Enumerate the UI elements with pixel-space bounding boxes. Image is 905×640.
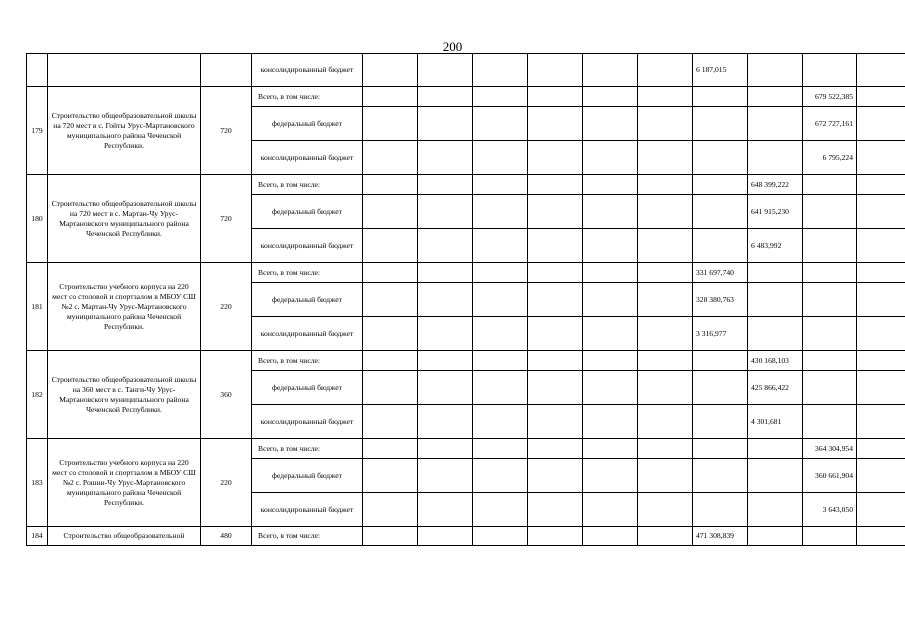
empty-cell: [857, 283, 905, 317]
budget-kind-cell: федеральный бюджет: [252, 283, 363, 317]
empty-cell: [418, 107, 473, 141]
amount-cell: 360 661,904: [803, 459, 857, 493]
empty-cell: [803, 263, 857, 283]
empty-cell: [363, 405, 418, 439]
empty-cell: [638, 459, 693, 493]
empty-cell: [473, 229, 528, 263]
project-title: Строительство учебного корпуса на 220 мест со столовой и спортзалом в МБОУ СШ №2 с. Рошни-Чу Урус-Мартановского муниципального района Чеченской Республики.: [48, 439, 201, 527]
budget-kind-cell: консолидированный бюджет: [252, 317, 363, 351]
empty-cell: [473, 405, 528, 439]
empty-cell: [748, 493, 803, 527]
empty-cell: [803, 175, 857, 195]
empty-cell: [803, 371, 857, 405]
empty-cell: [748, 317, 803, 351]
empty-cell: [638, 439, 693, 459]
empty-cell: [418, 283, 473, 317]
amount-cell: 3 316,977: [693, 317, 748, 351]
empty-cell: [528, 141, 583, 175]
empty-cell: [857, 317, 905, 351]
table-body: [27, 54, 905, 546]
empty-cell: [748, 141, 803, 175]
budget-kind-cell: федеральный бюджет: [252, 459, 363, 493]
empty-cell: [528, 317, 583, 351]
empty-cell: [803, 195, 857, 229]
empty-cell: [583, 317, 638, 351]
empty-cell: [857, 493, 905, 527]
budget-kind-cell: Всего, в том числе:: [252, 87, 363, 107]
empty-cell: [473, 283, 528, 317]
empty-cell: [638, 175, 693, 195]
empty-cell: [638, 87, 693, 107]
row-number: 182: [27, 351, 48, 439]
empty-cell: [583, 141, 638, 175]
empty-cell: [473, 54, 528, 87]
project-title: Строительство общеобразовательной: [48, 527, 201, 546]
empty-cell: [857, 195, 905, 229]
amount-cell: 679 522,385: [803, 87, 857, 107]
empty-cell: [473, 107, 528, 141]
empty-cell: [857, 405, 905, 439]
empty-cell: [528, 175, 583, 195]
empty-cell: [363, 263, 418, 283]
empty-cell: [528, 459, 583, 493]
empty-cell: [693, 439, 748, 459]
row-number: 183: [27, 439, 48, 527]
empty-cell: [363, 351, 418, 371]
amount-cell: 6 187,015: [693, 54, 748, 87]
empty-cell: [857, 459, 905, 493]
project-title: Строительство общеобразовательной школы на 720 мест в с. Мартан-Чу Урус-Мартановского муниципального района Чеченской Республики.: [48, 175, 201, 263]
empty-cell: [418, 317, 473, 351]
empty-cell: [528, 283, 583, 317]
empty-cell: [583, 439, 638, 459]
empty-cell: [803, 405, 857, 439]
project-title: Строительство общеобразовательной школы на 720 мест в с. Гойты Урус-Мартановского муниципального района Чеченской Республики.: [48, 87, 201, 175]
budget-kind-cell: Всего, в том числе:: [252, 527, 363, 546]
project-title: Строительство общеобразовательной школы на 360 мест в с. Танги-Чу Урус-Мартановского муниципального района Чеченской Республики.: [48, 351, 201, 439]
empty-cell: [528, 195, 583, 229]
amount-cell: 641 915,230: [748, 195, 803, 229]
empty-cell: [803, 283, 857, 317]
empty-cell: [418, 141, 473, 175]
page-number: 200: [442, 39, 463, 54]
empty-cell: [583, 527, 638, 546]
empty-cell: [583, 405, 638, 439]
empty-cell: [638, 263, 693, 283]
empty-cell: [473, 317, 528, 351]
amount-cell: 364 304,954: [803, 439, 857, 459]
empty-cell: [748, 54, 803, 87]
amount-cell: 328 380,763: [693, 283, 748, 317]
budget-kind-cell: Всего, в том числе:: [252, 351, 363, 371]
empty-cell: [363, 107, 418, 141]
empty-cell: [583, 351, 638, 371]
empty-cell: [693, 141, 748, 175]
empty-cell: [418, 195, 473, 229]
table-row: [27, 351, 905, 371]
empty-cell: [418, 459, 473, 493]
empty-cell: [638, 54, 693, 87]
empty-cell: [857, 351, 905, 371]
empty-cell: [857, 439, 905, 459]
capacity-cell: 480: [201, 527, 252, 546]
budget-kind-cell: Всего, в том числе:: [252, 439, 363, 459]
empty-cell: [528, 527, 583, 546]
amount-cell: 425 866,422: [748, 371, 803, 405]
budget-kind-cell: Всего, в том числе:: [252, 263, 363, 283]
empty-cell: [583, 263, 638, 283]
empty-cell: [418, 87, 473, 107]
empty-cell: [857, 107, 905, 141]
budget-kind-cell: консолидированный бюджет: [252, 493, 363, 527]
amount-cell: 471 308,839: [693, 527, 748, 546]
empty-cell: [693, 195, 748, 229]
empty-cell: [857, 263, 905, 283]
empty-cell: [473, 175, 528, 195]
empty-cell: [363, 283, 418, 317]
empty-cell: [418, 351, 473, 371]
empty-cell: [473, 141, 528, 175]
empty-cell: [528, 87, 583, 107]
amount-cell: 6 483,992: [748, 229, 803, 263]
empty-cell: [748, 459, 803, 493]
capacity-cell: 720: [201, 87, 252, 175]
budget-kind-cell: консолидированный бюджет: [252, 54, 363, 87]
empty-cell: [583, 195, 638, 229]
empty-cell: [638, 141, 693, 175]
empty-cell: [638, 371, 693, 405]
empty-cell: [473, 351, 528, 371]
empty-cell: [528, 54, 583, 87]
row-number: 184: [27, 527, 48, 546]
empty-cell: [528, 263, 583, 283]
empty-cell: [473, 439, 528, 459]
empty-cell: [748, 107, 803, 141]
empty-cell: [857, 527, 905, 546]
budget-kind-cell: консолидированный бюджет: [252, 229, 363, 263]
empty-cell: [803, 54, 857, 87]
budget-kind-cell: федеральный бюджет: [252, 371, 363, 405]
amount-cell: 672 727,161: [803, 107, 857, 141]
table-row: [27, 175, 905, 195]
empty-cell: [363, 175, 418, 195]
empty-cell: [583, 87, 638, 107]
empty-cell: [363, 229, 418, 263]
capacity-cell: 220: [201, 439, 252, 527]
empty-cell: [638, 317, 693, 351]
empty-cell: [638, 527, 693, 546]
empty-cell: [583, 459, 638, 493]
empty-cell: [693, 493, 748, 527]
table-row: [27, 439, 905, 459]
empty-cell: [528, 107, 583, 141]
budget-kind-cell: консолидированный бюджет: [252, 141, 363, 175]
empty-cell: [693, 405, 748, 439]
empty-cell: [528, 493, 583, 527]
empty-cell: [748, 263, 803, 283]
empty-cell: [363, 195, 418, 229]
empty-cell: [803, 351, 857, 371]
empty-cell: [418, 527, 473, 546]
row-number: 180: [27, 175, 48, 263]
empty-cell: [363, 493, 418, 527]
empty-cell: [857, 87, 905, 107]
empty-cell: [638, 405, 693, 439]
budget-table: [26, 53, 905, 546]
empty-cell: [418, 405, 473, 439]
empty-cell: [583, 229, 638, 263]
empty-cell: [418, 371, 473, 405]
empty-cell: [857, 141, 905, 175]
empty-cell: [473, 527, 528, 546]
amount-cell: 430 168,103: [748, 351, 803, 371]
empty-cell: [363, 87, 418, 107]
row-number: 181: [27, 263, 48, 351]
amount-cell: 3 643,050: [803, 493, 857, 527]
empty-cell: [418, 54, 473, 87]
empty-cell: [638, 229, 693, 263]
empty-cell: [638, 351, 693, 371]
empty-cell: [363, 54, 418, 87]
table-row: [27, 263, 905, 283]
empty-cell: [473, 263, 528, 283]
empty-cell: [857, 229, 905, 263]
capacity-cell: 220: [201, 263, 252, 351]
empty-cell: [693, 87, 748, 107]
empty-cell: [363, 527, 418, 546]
empty-cell: [693, 459, 748, 493]
empty-cell: [363, 439, 418, 459]
empty-cell: [638, 493, 693, 527]
empty-cell: [418, 493, 473, 527]
empty-cell: [528, 229, 583, 263]
empty-cell: [857, 371, 905, 405]
empty-cell: [748, 283, 803, 317]
empty-cell: [583, 283, 638, 317]
empty-cell: [803, 317, 857, 351]
project-title: Строительство учебного корпуса на 220 мест со столовой и спортзалом в МБОУ СШ №2 с. Мартан-Чу Урус-Мартановского муниципального района Чеченской Республики.: [48, 263, 201, 351]
empty-cell: [583, 371, 638, 405]
empty-cell: [363, 317, 418, 351]
budget-kind-cell: федеральный бюджет: [252, 195, 363, 229]
empty-cell: [48, 54, 201, 87]
empty-cell: [693, 229, 748, 263]
empty-cell: [803, 229, 857, 263]
empty-cell: [473, 371, 528, 405]
empty-cell: [583, 493, 638, 527]
empty-cell: [638, 107, 693, 141]
empty-cell: [528, 439, 583, 459]
budget-kind-cell: консолидированный бюджет: [252, 405, 363, 439]
empty-cell: [418, 439, 473, 459]
capacity-cell: 720: [201, 175, 252, 263]
row-number: 179: [27, 87, 48, 175]
table-row: [27, 54, 905, 87]
empty-cell: [418, 263, 473, 283]
budget-kind-cell: федеральный бюджет: [252, 107, 363, 141]
amount-cell: 6 795,224: [803, 141, 857, 175]
empty-cell: [638, 195, 693, 229]
empty-cell: [528, 405, 583, 439]
empty-cell: [27, 54, 48, 87]
empty-cell: [583, 107, 638, 141]
table-row: [27, 527, 905, 546]
empty-cell: [528, 351, 583, 371]
empty-cell: [638, 283, 693, 317]
empty-cell: [363, 371, 418, 405]
empty-cell: [473, 459, 528, 493]
empty-cell: [693, 107, 748, 141]
empty-cell: [693, 351, 748, 371]
empty-cell: [473, 195, 528, 229]
empty-cell: [857, 175, 905, 195]
empty-cell: [693, 371, 748, 405]
empty-cell: [201, 54, 252, 87]
empty-cell: [803, 527, 857, 546]
empty-cell: [748, 87, 803, 107]
amount-cell: 331 697,740: [693, 263, 748, 283]
empty-cell: [693, 175, 748, 195]
capacity-cell: 360: [201, 351, 252, 439]
amount-cell: 4 301,681: [748, 405, 803, 439]
empty-cell: [363, 459, 418, 493]
empty-cell: [528, 371, 583, 405]
table-row: [27, 87, 905, 107]
amount-cell: 648 399,222: [748, 175, 803, 195]
empty-cell: [418, 175, 473, 195]
empty-cell: [473, 87, 528, 107]
empty-cell: [418, 229, 473, 263]
empty-cell: [583, 54, 638, 87]
empty-cell: [473, 493, 528, 527]
empty-cell: [857, 54, 905, 87]
empty-cell: [748, 527, 803, 546]
empty-cell: [363, 141, 418, 175]
budget-kind-cell: Всего, в том числе:: [252, 175, 363, 195]
empty-cell: [583, 175, 638, 195]
empty-cell: [748, 439, 803, 459]
